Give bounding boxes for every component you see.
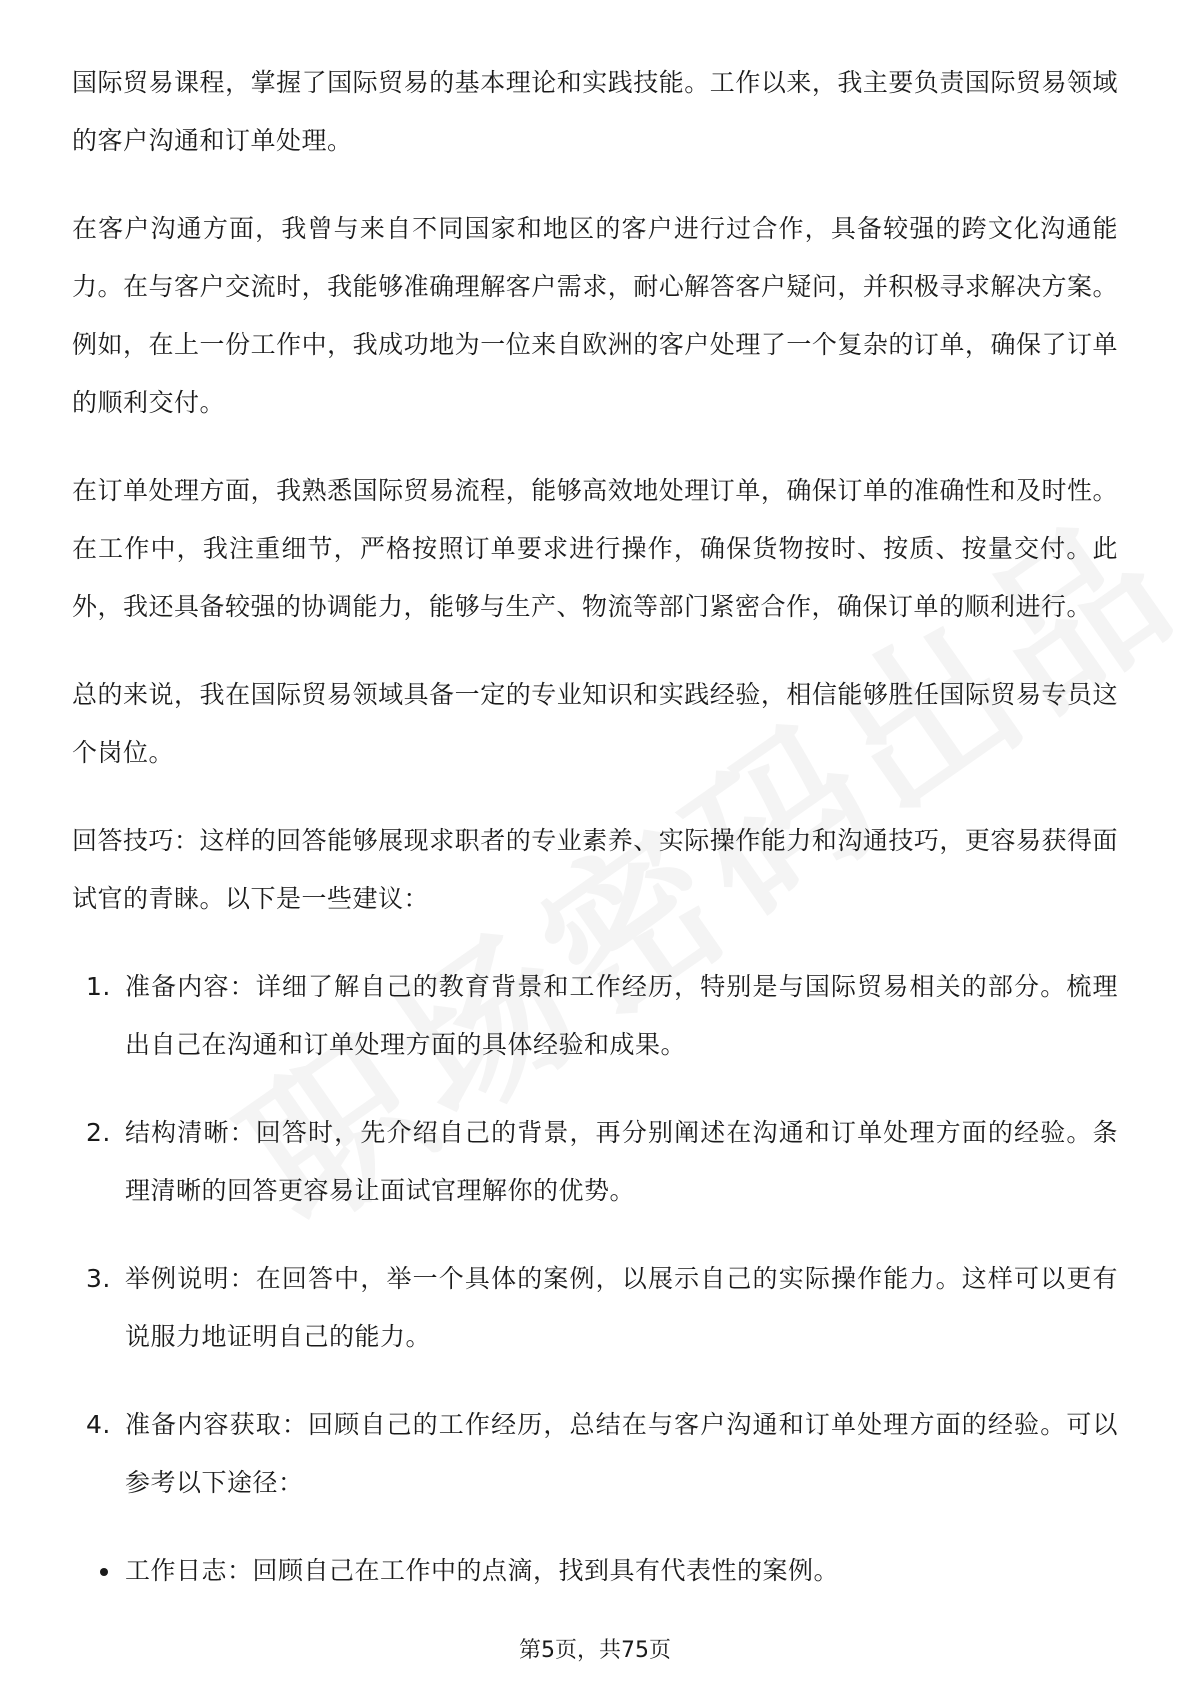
list-item [72,1250,1118,1366]
paragraph-customer-communication: 在客户沟通方面，我曾与来自不同国家和地区的客户进行过合作，具备较强的跨文化沟通能力。在与客户交流时，我能够准确理解客户需求，耐心解答客户疑问，并积极寻求解决方案。例如，在上一份工作中，我成功地为一位来自欧洲的客户处理了一个复杂的订单，确保了订单的顺利交付。 [72,214,1118,417]
paragraph-order-processing: 在订单处理方面，我熟悉国际贸易流程，能够高效地处理订单，确保订单的准确性和及时性。在工作中，我注重细节，严格按照订单要求进行操作，确保货物按时、按质、按量交付。此外，我还具备较强的协调能力，能够与生产、物流等部门紧密合作，确保订单的顺利进行。 [72,476,1118,621]
list-item [72,1396,1118,1512]
paragraph-summary: 总的来说，我在国际贸易领域具备一定的专业知识和实践经验，相信能够胜任国际贸易专员这个岗位。 [72,680,1118,767]
paragraph-answer-tips: 回答技巧：这样的回答能够展现求职者的专业素养、实际操作能力和沟通技巧，更容易获得面试官的青睐。以下是一些建议： [72,826,1118,913]
bullet-item [72,1542,1118,1600]
list-item-text: 结构清晰：回答时，先介绍自己的背景，再分别阐述在沟通和订单处理方面的经验。条理清晰的回答更容易让面试官理解你的优势。 [125,1118,1118,1205]
list-item-text: 举例说明：在回答中，举一个具体的案例，以展示自己的实际操作能力。这样可以更有说服力地证明自己的能力。 [125,1264,1118,1351]
bullet-item-text: 工作日志：回顾自己在工作中的点滴，找到具有代表性的案例。 [125,1556,840,1585]
list-item [72,1104,1118,1220]
paragraph-education-intro: 国际贸易课程，掌握了国际贸易的基本理论和实践技能。工作以来，我主要负责国际贸易领域的客户沟通和订单处理。 [72,68,1118,155]
tips-numbered-list [72,958,1118,1512]
list-item-number: 1. [86,972,111,1001]
page-content [72,54,1118,1600]
list-item-text: 准备内容获取：回顾自己的工作经历，总结在与客户沟通和订单处理方面的经验。可以参考以下途径： [125,1410,1118,1497]
list-item [72,958,1118,1074]
list-item-text: 准备内容：详细了解自己的教育背景和工作经历，特别是与国际贸易相关的部分。梳理出自己在沟通和订单处理方面的具体经验和成果。 [125,972,1118,1059]
sources-bullet-list [72,1542,1118,1600]
page-number-footer: 第5页，共75页 [519,1638,671,1663]
list-item-number: 3. [86,1264,111,1293]
bullet-dot-icon [100,1568,108,1576]
list-item-number: 4. [86,1410,111,1439]
list-item-number: 2. [86,1118,111,1147]
